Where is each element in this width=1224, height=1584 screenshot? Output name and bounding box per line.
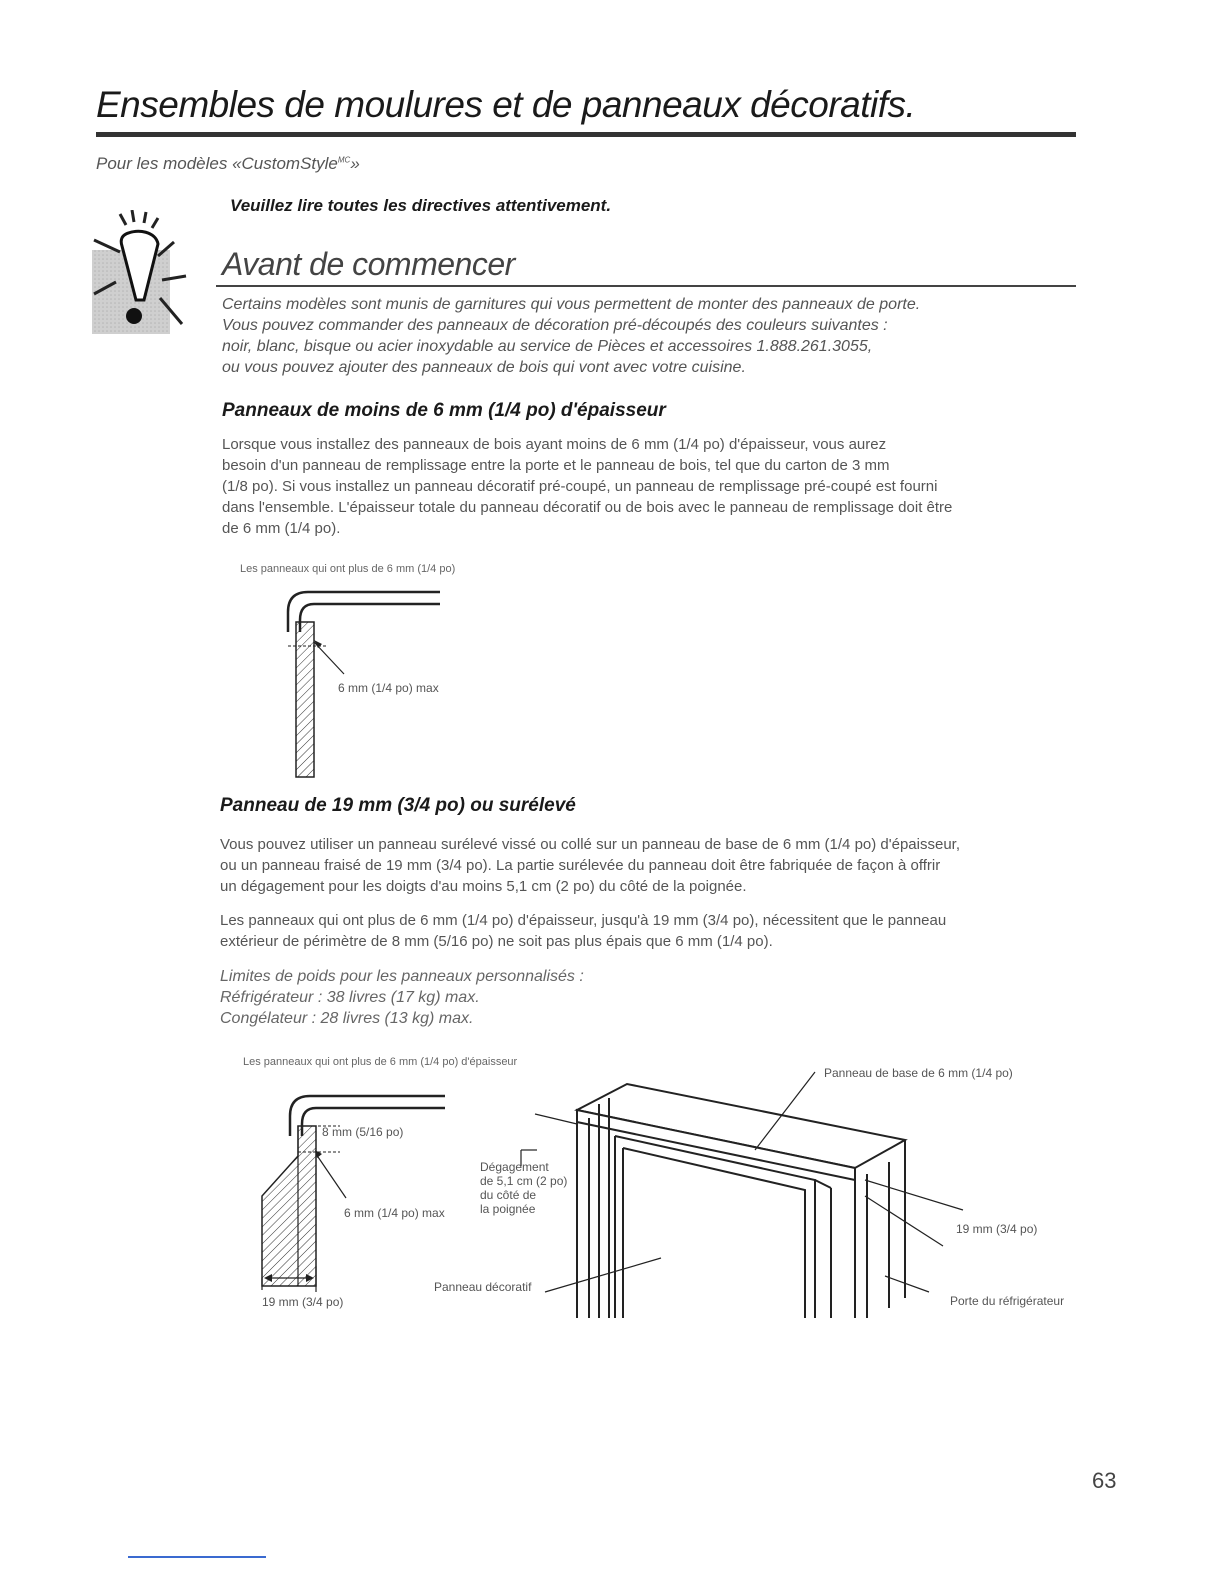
diagram2-label-6mm: 6 mm (1/4 po) max bbox=[344, 1206, 445, 1220]
paragraph-line: dans l'ensemble. L'épaisseur totale du panneau décoratif ou de bois avec le panneau de remplissage doit être bbox=[222, 499, 953, 516]
diagram3-label-base-panel: Panneau de base de 6 mm (1/4 po) bbox=[824, 1066, 1013, 1080]
trademark-mark: MC bbox=[337, 155, 351, 165]
paragraph-line: (1/8 po). Si vous installez un panneau décoratif pré-coupé, un panneau de remplissage pré-coupé est fourni bbox=[222, 478, 938, 495]
subtitle-text: Pour les modèles «CustomStyle bbox=[96, 154, 338, 173]
section-heading-thin-panels: Panneaux de moins de 6 mm (1/4 po) d'épaisseur bbox=[222, 400, 666, 421]
limits-heading: Limites de poids pour les panneaux personnalisés : bbox=[220, 968, 584, 985]
diagram3-label-19mm: 19 mm (3/4 po) bbox=[956, 1222, 1038, 1236]
paragraph-line: besoin d'un panneau de remplissage entre la porte et le panneau de bois, tel que du carton de 3 mm bbox=[222, 457, 890, 474]
paragraph-line: Vous pouvez utiliser un panneau surélevé vissé ou collé sur un panneau de base de 6 mm (1/4 po) d'épaisseur, bbox=[220, 836, 961, 853]
instruction-text: Veuillez lire toutes les directives attentivement. bbox=[230, 196, 612, 215]
page-title: Ensembles de moulures et de panneaux décoratifs. bbox=[96, 84, 916, 125]
subtitle-end: » bbox=[350, 154, 360, 173]
section-heading-raised-panels: Panneau de 19 mm (3/4 po) ou surélevé bbox=[220, 795, 576, 816]
clearance-line: Dégagement bbox=[480, 1160, 549, 1174]
exclamation-warning-icon bbox=[82, 210, 212, 334]
page-number: 63 bbox=[1092, 1468, 1117, 1493]
diagram3-label-door: Porte du réfrigérateur bbox=[950, 1294, 1065, 1308]
clearance-line: de 5,1 cm (2 po) bbox=[480, 1174, 568, 1188]
intro-line: Certains modèles sont munis de garnitures qui vous permettent de monter des panneaux de porte. bbox=[222, 296, 921, 313]
section-heading-before-start: Avant de commencer bbox=[222, 246, 515, 282]
diagram2-label-19mm: 19 mm (3/4 po) bbox=[262, 1295, 344, 1309]
bottom-rule bbox=[128, 1556, 266, 1558]
intro-paragraph bbox=[222, 294, 920, 378]
intro-line: ou vous pouvez ajouter des panneaux de bois qui vont avec votre cuisine. bbox=[222, 359, 746, 376]
diagram3-label-decor-panel: Panneau décoratif bbox=[434, 1280, 532, 1294]
diagram2-caption: Les panneaux qui ont plus de 6 mm (1/4 po) d'épaisseur bbox=[243, 1056, 518, 1068]
limits-fridge: Réfrigérateur : 38 livres (17 kg) max. bbox=[220, 989, 480, 1006]
paragraph-line: ou un panneau fraisé de 19 mm (3/4 po). La partie surélevée du panneau doit être fabriquée de façon à offrir bbox=[220, 857, 941, 874]
section-rule bbox=[216, 285, 1076, 287]
diagram1-label-6mm: 6 mm (1/4 po) max bbox=[338, 681, 439, 695]
title-rule bbox=[96, 132, 1076, 137]
paragraph-line: de 6 mm (1/4 po). bbox=[222, 520, 341, 537]
diagram3-label-clearance bbox=[480, 1160, 567, 1216]
raised-panels-paragraph-1 bbox=[220, 834, 960, 897]
thin-panels-paragraph bbox=[222, 434, 952, 539]
diagram2-label-8mm: 8 mm (5/16 po) bbox=[322, 1125, 404, 1139]
paragraph-line: un dégagement pour les doigts d'au moins 5,1 cm (2 po) du côté de la poignée. bbox=[220, 878, 747, 895]
paragraph-line: Lorsque vous installez des panneaux de bois ayant moins de 6 mm (1/4 po) d'épaisseur, vous aurez bbox=[222, 436, 887, 453]
paragraph-line: extérieur de périmètre de 8 mm (5/16 po) ne soit pas plus épais que 6 mm (1/4 po). bbox=[220, 933, 773, 950]
clearance-line: la poignée bbox=[480, 1202, 536, 1216]
subtitle bbox=[96, 154, 360, 174]
clearance-line: du côté de bbox=[480, 1188, 537, 1202]
limits-freezer: Congélateur : 28 livres (13 kg) max. bbox=[220, 1010, 474, 1027]
raised-panels-paragraph-2 bbox=[220, 910, 946, 952]
intro-line: Vous pouvez commander des panneaux de décoration pré-découpés des couleurs suivantes : bbox=[222, 317, 888, 334]
weight-limits bbox=[220, 966, 584, 1029]
paragraph-line: Les panneaux qui ont plus de 6 mm (1/4 po) d'épaisseur, jusqu'à 19 mm (3/4 po), nécessitent que le panneau bbox=[220, 912, 947, 929]
diagram1-caption: Les panneaux qui ont plus de 6 mm (1/4 po) bbox=[240, 563, 456, 575]
intro-line: noir, blanc, bisque ou acier inoxydable au service de Pièces et accessoires 1.888.261.3055, bbox=[222, 338, 873, 355]
diagram-door-perspective bbox=[515, 1070, 975, 1326]
